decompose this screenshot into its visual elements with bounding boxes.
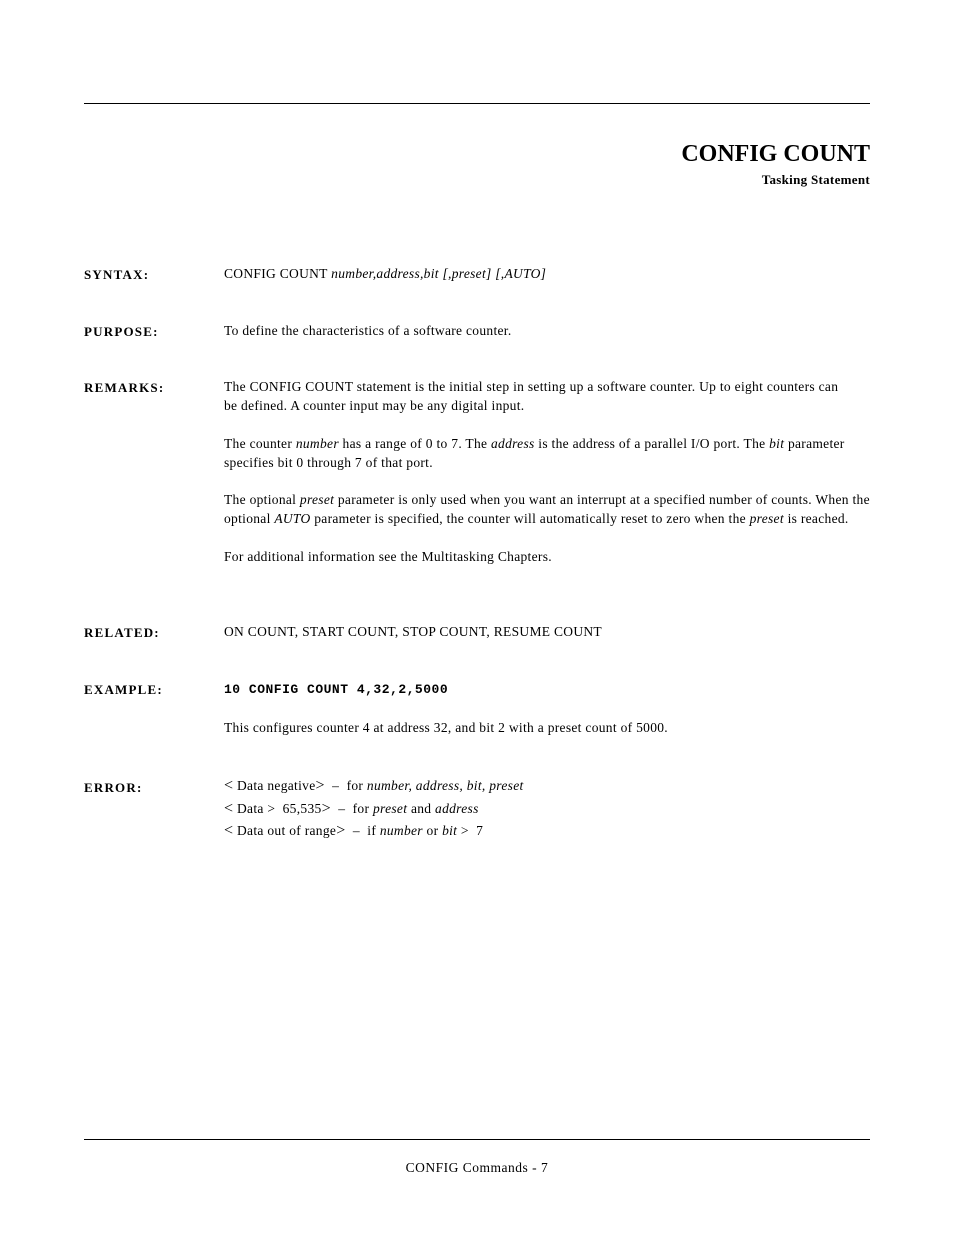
error-line: < Data out of range> – if number or bit > 7 [224,822,484,839]
page-title: CONFIG COUNT [681,141,870,167]
purpose-label: PURPOSE: [84,324,159,339]
remarks-paragraph-2: The counter number has a range of 0 to 7. The address is the address of a parallel I/O port. The bit parameter specifies bit 0 through 7 of that port. [224,436,845,470]
remarks-paragraph-4: For additional information see the Multitasking Chapters. [224,549,552,564]
footer-rule [84,1139,870,1140]
syntax-text [224,264,870,283]
error-list [224,775,870,843]
error-label: ERROR: [84,780,143,795]
example-code: 10 CONFIG COUNT 4,32,2,5000 [224,682,449,697]
related-label: RELATED: [84,625,160,640]
example-label: EXAMPLE: [84,682,163,697]
remarks-body [224,377,870,566]
error-line: < Data negative> – for number, address, bit, preset [224,777,524,794]
remarks-paragraph-1: The CONFIG COUNT statement is the initial step in setting up a software counter. Up to eight counters can be defined. A counter input may be any digital input. [224,379,839,413]
remarks-label: REMARKS: [84,380,165,395]
purpose-text: To define the characteristics of a software counter. [224,323,512,338]
remarks-paragraph-3: The optional preset parameter is only used when you want an interrupt at a specified number of counts. When the optional AUTO parameter is specified, the counter will automatically reset to zero when the preset is reached. [224,492,870,526]
page-footer: CONFIG Commands - 7 [405,1160,549,1175]
error-line: < Data > 65,535> – for preset and address [224,799,479,817]
syntax-args: number,address,bit [,preset] [,AUTO] [331,266,547,281]
page-subtitle: Tasking Statement [761,172,870,187]
related-text: ON COUNT, START COUNT, STOP COUNT, RESUME COUNT [224,624,602,639]
syntax-command: CONFIG COUNT [224,266,332,281]
syntax-label: SYNTAX: [84,267,150,282]
header-rule [84,103,870,104]
example-description: This configures counter 4 at address 32, and bit 2 with a preset count of 5000. [224,720,668,735]
